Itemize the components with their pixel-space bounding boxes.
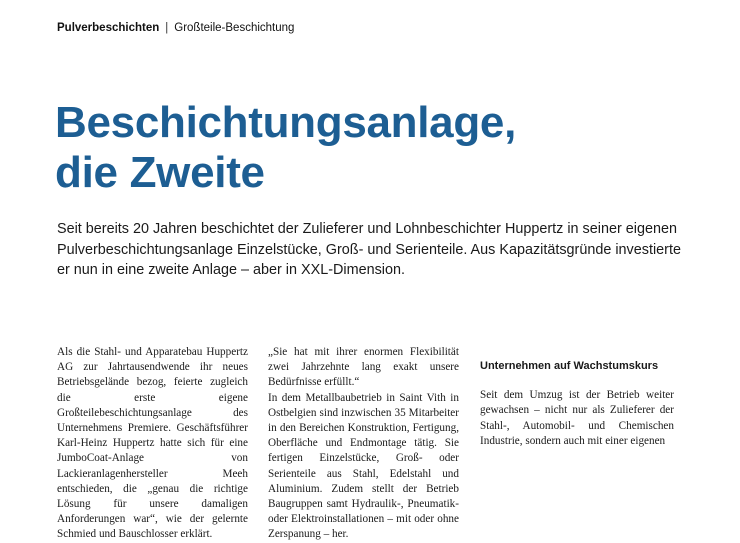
body-column-3 — [480, 345, 674, 449]
body-subheading: Unternehmen auf Wachstumskurs — [480, 360, 659, 372]
article-headline — [55, 98, 516, 198]
section-separator: | — [165, 22, 169, 34]
body-paragraph: Als die Stahl- und Apparatebau Huppertz AG zur Jahrtausendwende ihr neues Betriebsgelände bezog, feierte zugleich die erste eigene Großteilebeschichtungsanlage des Unternehmens Premiere. Geschäftsführer Karl-Heinz Huppertz hatte sich für eine JumboCoat-Anlage von Lackieranlagenhersteller Meeh entschieden, die „genau die richtige Lösung für unsere damaligen Anforderungen war“, wie der gelernte Schmied und Bauschlosser erklärt. — [57, 346, 248, 541]
headline-line-2: die Zweite — [55, 148, 265, 197]
body-column-1 — [57, 345, 248, 543]
body-column-2 — [268, 345, 459, 543]
headline-line-1: Beschichtungsanlage, — [55, 98, 517, 147]
body-paragraph: „Sie hat mit ihrer enormen Flexibilität zwei Jahrzehnte lang exakt unsere Bedürfnisse erfüllt.“ — [268, 346, 459, 389]
body-paragraph: In dem Metallbaubetrieb in Saint Vith in Ostbelgien sind inzwischen 35 Mitarbeiter in den Bereichen Konstruktion, Fertigung, Oberfläche und Endmontage tätig. Sie fertigen Einzelstücke, Groß- oder Serienteile aus Stahl, Edelstahl und Aluminium. Zudem stellt der Betrieb Baugruppen samt Hydraulik-, Pneumatik- oder Elektroinstallationen – mit oder ohne Zerspanung – her. — [268, 391, 459, 541]
article-lead: Seit bereits 20 Jahren beschichtet der Zulieferer und Lohnbeschichter Huppertz in seiner eigenen Pulverbeschichtungsanlage Einzelstücke, Groß- und Serienteile. Aus Kapazitätsgründe investierte er nun in eine zweite Anlage – aber in XXL-Dimension. — [57, 221, 681, 278]
section-header — [57, 22, 294, 34]
section-category: Pulverbeschichten — [57, 22, 160, 34]
section-subcategory: Großteile-Beschichtung — [174, 22, 295, 34]
body-paragraph: Seit dem Umzug ist der Betrieb weiter gewachsen – nicht nur als Zulieferer der Stahl-, Automobil- und Chemischen Industrie, sondern auch mit einer eigenen — [480, 389, 674, 447]
